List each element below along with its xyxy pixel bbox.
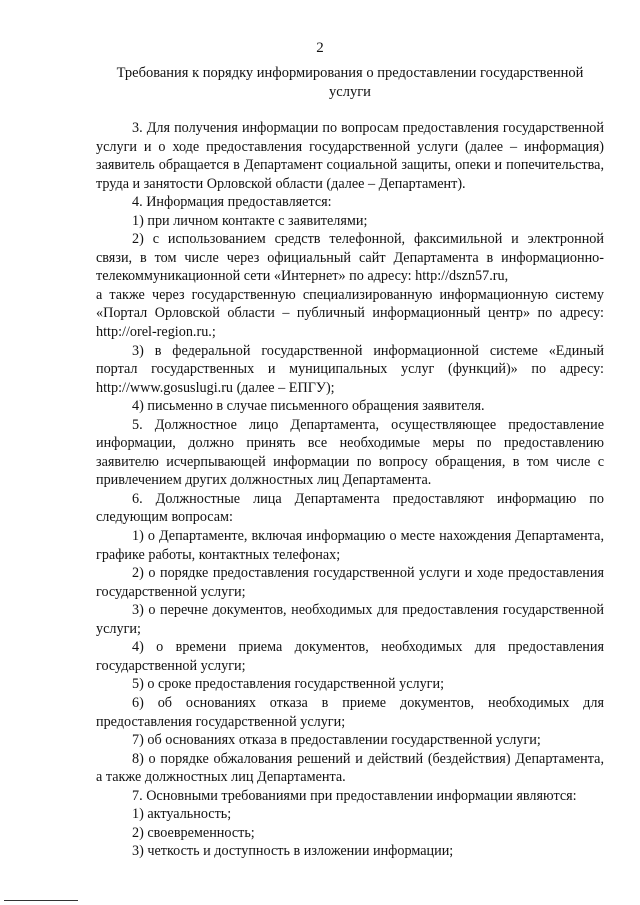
paragraph-4: 4. Информация предоставляется: [132,194,332,211]
list-item-6-1: 1) о Департаменте, включая информацию о месте нахождения Департамента, графике работы, контактных телефонах; [96,528,604,563]
list-item-6-4: 4) о времени приема документов, необходимых для предоставления государственной услуги; [96,639,604,674]
body-text [96,119,604,861]
footnote-rule [4,900,78,901]
list-item-6-2: 2) о порядке предоставления государственной услуги и ходе предоставления государственной услуги; [96,565,604,600]
section-title: Требования к порядку информирования о предоставлении государственной услуги [116,65,584,100]
list-item-6-3: 3) о перечне документов, необходимых для предоставления государственной услуги; [96,602,604,637]
list-item-4-4: 4) письменно в случае письменного обращения заявителя. [132,398,485,415]
list-item-4-1: 1) при личном контакте с заявителями; [132,212,368,229]
paragraph-5: 5. Должностное лицо Департамента, осуществляющее предоставление информации, должно принять все необходимые меры по предоставлению заявителю исчерпывающей информации по вопросу обращения, в том числе с привлечением других должностных лиц Департамента. [96,416,604,489]
list-item-4-2: 2) с использованием средств телефонной, факсимильной и электронной связи, в том числе через официальный сайт Департамента в информационно-телекоммуникационной сети «Интернет» по адресу: http://dszn57.ru, [96,231,604,285]
list-item-6-5: 5) о сроке предоставления государственной услуги; [132,676,445,693]
list-item-6-7: 7) об основаниях отказа в предоставлении государственной услуги; [132,732,541,749]
page-number: 2 [316,40,324,56]
list-item-6-8: 8) о порядке обжалования решений и действий (бездействия) Департамента, а также должностных лиц Департамента. [96,750,604,786]
list-item-7-3: 3) четкость и доступность в изложении информации; [132,843,454,860]
paragraph-7: 7. Основными требованиями при предоставлении информации являются: [132,787,577,804]
list-item-7-1: 1) актуальность; [132,806,232,823]
list-item-4-3: 3) в федеральной государственной информационной системе «Единый портал государственных и муниципальных услуг (функций)» по адресу: http://www.gosuslugi.ru (далее – ЕПГУ); [96,342,604,396]
list-item-4-2-continued: а также через государственную специализированную информационную систему «Портал Орловской области – публичный информационный центр» по адресу: http://orel-region.ru.; [96,286,604,341]
list-item-6-6: 6) об основаниях отказа в приеме документов, необходимых для предоставления государственной услуги; [96,694,604,730]
list-item-7-2: 2) своевременность; [132,824,255,841]
paragraph-3: 3. Для получения информации по вопросам предоставления государственной услуги и о ходе предоставления государственной услуги (далее – информация) заявитель обращается в Департамент социальной защиты, опеки и попечительства, труда и занятости Орловской области (далее – Департамент). [96,120,604,192]
paragraph-6: 6. Должностные лица Департамента предоставляют информацию по следующим вопросам: [96,490,604,526]
